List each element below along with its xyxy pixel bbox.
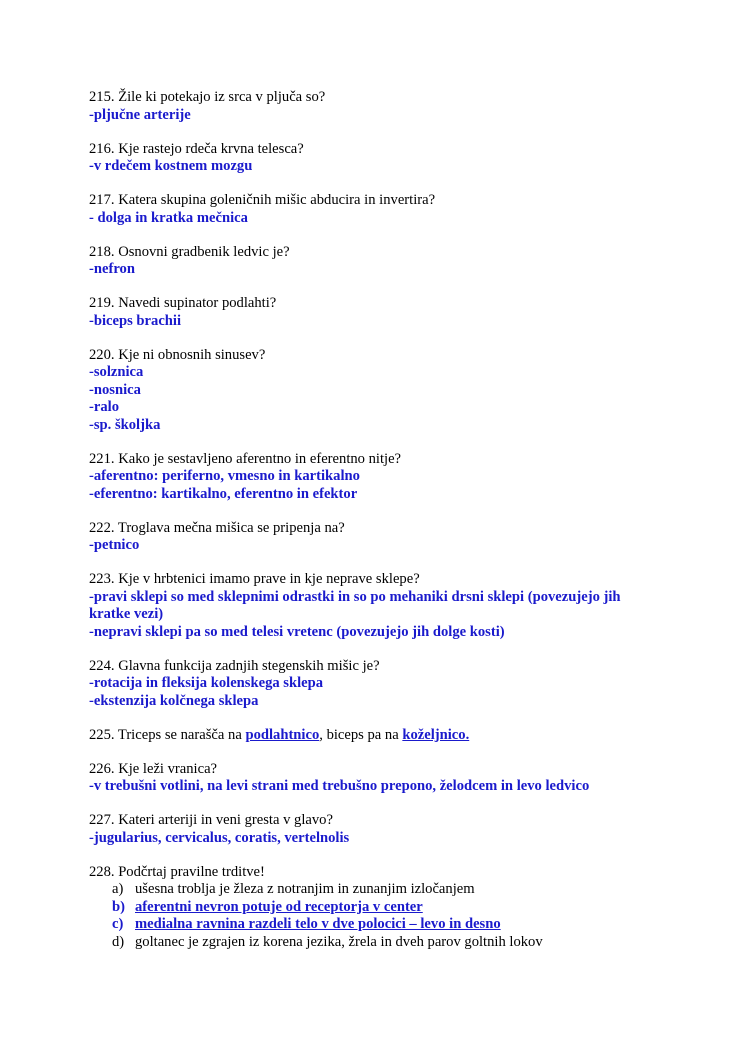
question-text: 227. Kateri arteriji in veni gresta v glavo?	[89, 812, 333, 828]
question-text: 217. Katera skupina goleničnih mišic abducira in invertira?	[89, 192, 436, 208]
question-text: 224. Glavna funkcija zadnjih stegenskih mišic je?	[89, 657, 380, 674]
option-text: goltanec je zgrajen iz korena jezika, žrela in dveh parov goltnih lokov	[135, 933, 543, 950]
answer-text: -ralo	[89, 399, 119, 415]
answer-text: -pljučne arterije	[89, 106, 191, 123]
answer-text: -sp. školjka	[89, 416, 161, 433]
question-list	[89, 89, 664, 710]
question-item	[89, 571, 664, 641]
question-item	[89, 812, 664, 847]
question-text: 226. Kje leži vranica?	[89, 760, 218, 777]
option-a	[89, 881, 664, 899]
answer-text: -pravi sklepi so med sklepnimi odrastki in so po mehaniki drsni sklepi (povezujejo jih kratke vezi)	[89, 588, 621, 622]
question-item	[89, 141, 664, 176]
option-text: medialna ravnina razdeli telo v dve polocici – levo in desno	[135, 916, 501, 932]
answer-text: - dolga in kratka mečnica	[89, 209, 248, 226]
answer-kozeljnica: koželjnico.	[402, 726, 470, 743]
option-b	[89, 899, 664, 917]
answer-text: -rotacija in fleksija kolenskega sklepa	[89, 675, 324, 691]
option-marker: a)	[112, 881, 124, 897]
option-d	[89, 934, 664, 952]
question-item	[89, 89, 664, 124]
question-item	[89, 347, 664, 435]
option-list	[89, 881, 664, 951]
question-item	[89, 658, 664, 711]
question-text: 221. Kako je sestavljeno aferentno in eferentno nitje?	[89, 450, 402, 467]
option-marker: b)	[112, 898, 125, 915]
question-item	[89, 451, 664, 504]
answer-text: -nepravi sklepi pa so med telesi vretenc (povezujejo jih dolge kosti)	[89, 623, 505, 640]
option-marker: c)	[112, 916, 124, 932]
question-text: 228. Podčrtaj pravilne trditve!	[89, 863, 265, 880]
answer-podlahtnica: podlahtnico	[245, 726, 320, 743]
question-item	[89, 295, 664, 330]
question-text: 219. Navedi supinator podlahti?	[89, 295, 277, 311]
answer-text: -nosnica	[89, 381, 141, 398]
answer-text: -eferentno: kartikalno, eferentno in efektor	[89, 485, 358, 502]
question-228	[89, 864, 664, 952]
question-text: 222. Troglava mečna mišica se pripenja na?	[89, 519, 345, 536]
option-marker: d)	[112, 933, 125, 950]
question-item	[89, 192, 664, 227]
answer-text: -v rdečem kostnem mozgu	[89, 158, 253, 174]
question-text: 218. Osnovni gradbenik ledvic je?	[89, 243, 290, 260]
option-c	[89, 916, 664, 934]
document-page	[89, 89, 664, 968]
option-text: aferentni nevron potuje od receptorja v center	[135, 898, 423, 915]
answer-text: -biceps brachii	[89, 312, 182, 329]
option-text: ušesna troblja je žleza z notranjim in zunanjim izločanjem	[135, 881, 475, 897]
answer-text: -ekstenzija kolčnega sklepa	[89, 692, 259, 709]
question-text: 215. Žile ki potekajo iz srca v pljuča so?	[89, 89, 326, 105]
question-text: 225. Triceps se narašča na podlahtnico, biceps pa na koželjnico.	[89, 726, 470, 743]
answer-text: -aferentno: periferno, vmesno in kartikalno	[89, 468, 360, 484]
answer-text: -jugularius, cervicalus, coratis, vertelnolis	[89, 829, 350, 846]
answer-text: -petnico	[89, 537, 140, 553]
answer-text: -v trebušni votlini, na levi strani med trebušno prepono, želodcem in levo ledvico	[89, 778, 590, 794]
question-item	[89, 244, 664, 279]
answer-text: -nefron	[89, 261, 135, 277]
question-text: 216. Kje rastejo rdeča krvna telesca?	[89, 140, 304, 157]
answer-text: -solznica	[89, 364, 144, 380]
question-225	[89, 727, 664, 745]
question-item	[89, 761, 664, 796]
question-text: 223. Kje v hrbtenici imamo prave in kje neprave sklepe?	[89, 571, 420, 587]
question-list-2	[89, 761, 664, 848]
question-text: 220. Kje ni obnosnih sinusev?	[89, 346, 266, 363]
question-item	[89, 520, 664, 555]
